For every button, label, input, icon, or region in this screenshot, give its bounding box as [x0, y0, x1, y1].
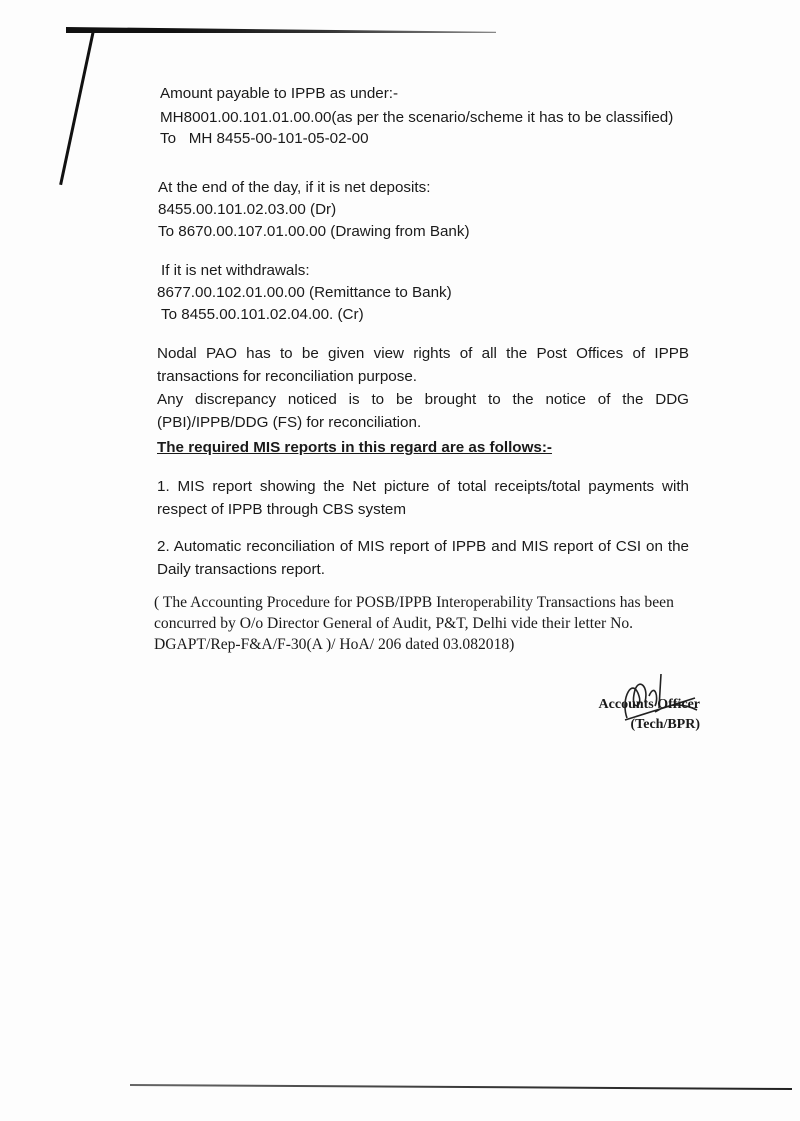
- net-withdrawals-heading: If it is net withdrawals:: [161, 262, 310, 279]
- paragraph-discrepancy: Any discrepancy noticed is to be brought to the notice of the DDG (PBI)/IPPB/DDG (FS) for reconciliation.: [157, 391, 689, 431]
- section-net-withdrawals: [157, 260, 452, 326]
- concurrence-note: ( The Accounting Procedure for POSB/IPPB Interoperability Transactions has been concurred by O/o Director General of Audit, P&T, Delhi vide their letter No. DGAPT/Rep-F&A/F-30(A )/ HoA/ 206 dated 03.082018): [154, 594, 674, 653]
- net-deposits-heading: At the end of the day, if it is net deposits:: [158, 179, 431, 196]
- mis-reports-heading: The required MIS reports in this regard are as follows:-: [157, 439, 552, 456]
- section-net-deposits: [158, 177, 470, 243]
- payable-heading: Amount payable to IPPB as under:-: [160, 85, 399, 102]
- net-deposits-credit: To 8670.00.107.01.00.00 (Drawing from Bank): [158, 223, 470, 240]
- payable-to-account: To MH 8455-00-101-05-02-00: [160, 130, 369, 147]
- scan-bottom-rule: [130, 1084, 792, 1090]
- net-withdrawals-debit: 8677.00.102.01.00.00 (Remittance to Bank): [157, 284, 452, 301]
- signature-block: [562, 695, 700, 735]
- scan-left-slash: [59, 30, 95, 185]
- scan-top-rule: [66, 27, 496, 33]
- net-withdrawals-credit: To 8455.00.101.02.04.00. (Cr): [161, 306, 364, 323]
- section-payable: [160, 83, 673, 150]
- signature-unit: (Tech/BPR): [630, 717, 700, 732]
- paragraph-nodal-pao: Nodal PAO has to be given view rights of all the Post Offices of IPPB transactions for reconciliation purpose.: [157, 345, 689, 385]
- mis-report-item-1: 1. MIS report showing the Net picture of total receipts/total payments with respect of IPPB through CBS system: [157, 478, 689, 518]
- payable-account-head: MH8001.00.101.01.00.00(as per the scenario/scheme it has to be classified): [160, 109, 674, 126]
- mis-report-item-2: 2. Automatic reconciliation of MIS report of IPPB and MIS report of CSI on the Daily transactions report.: [157, 538, 689, 578]
- net-deposits-debit: 8455.00.101.02.03.00 (Dr): [158, 201, 337, 218]
- signature-designation: Accounts Officer: [598, 697, 700, 712]
